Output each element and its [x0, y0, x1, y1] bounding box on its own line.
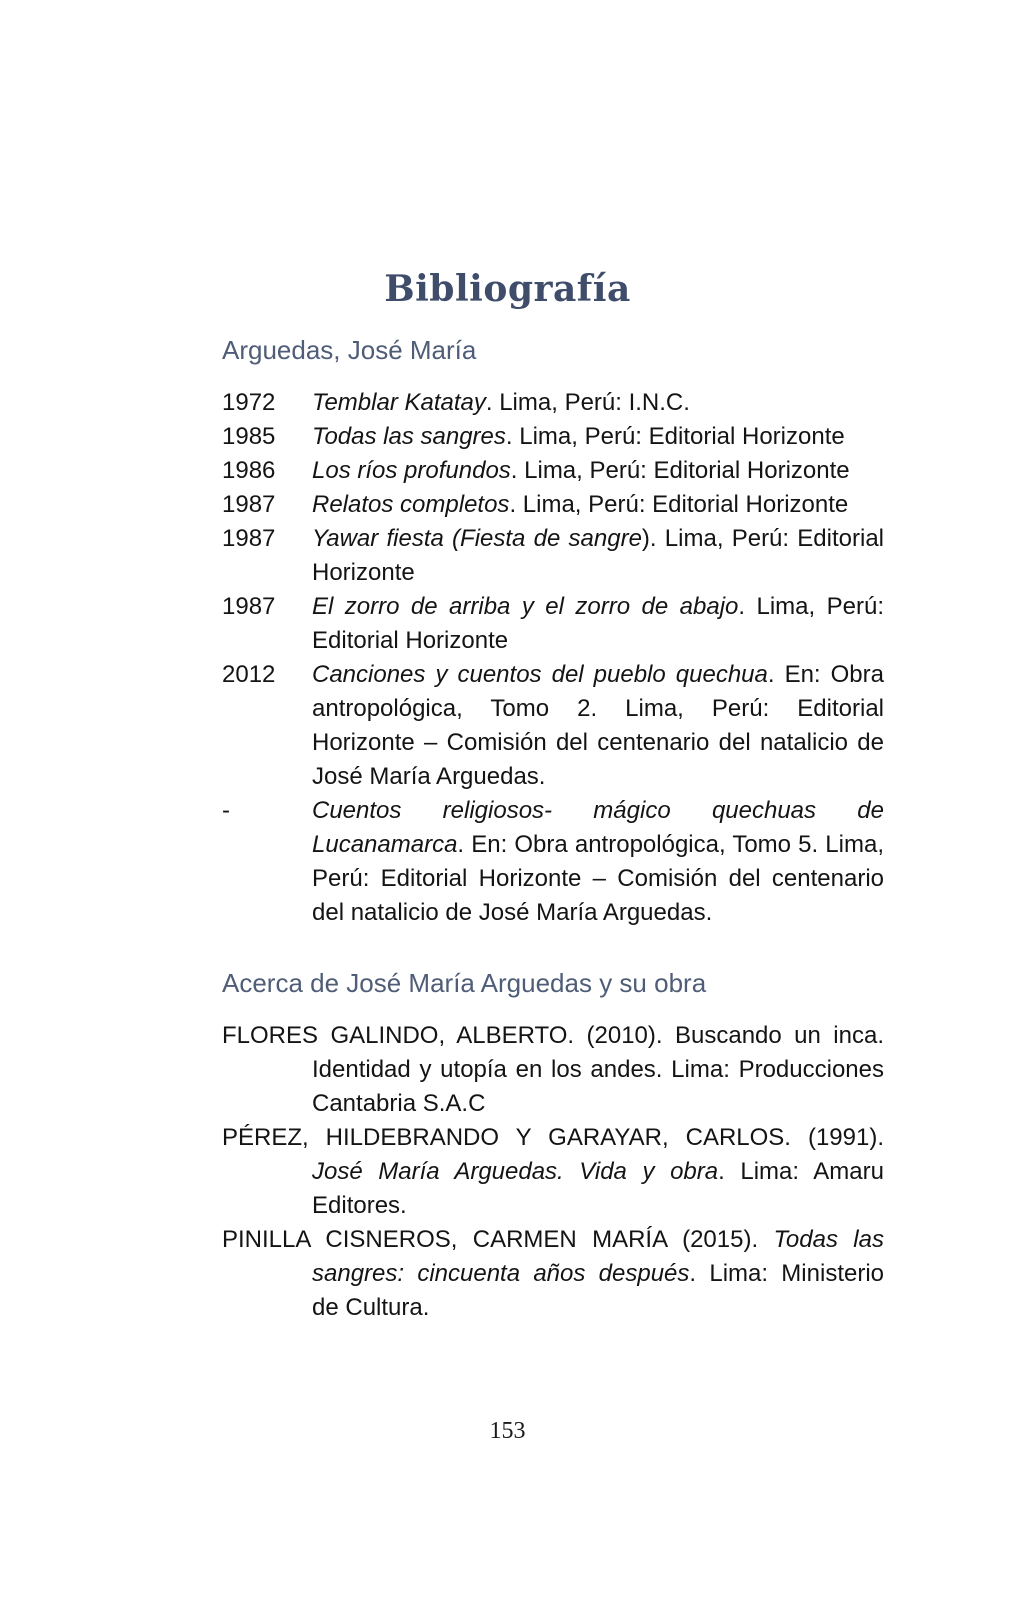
- entry-publication: . Lima, Perú: Editorial Horizonte: [312, 593, 884, 654]
- entry-year: 1987: [222, 525, 276, 552]
- entry-publication: . Lima, Perú: Editorial Horizonte: [505, 423, 845, 450]
- entry-text: [312, 488, 884, 522]
- page-number: 153: [489, 1418, 526, 1444]
- entry-publication: . En: Obra antropológica, Tomo 2. Lima, Perú: Editorial Horizonte – Comisión del centenario del natalicio de José María Arguedas.: [312, 661, 884, 790]
- bibliography-entry: [222, 794, 884, 930]
- bibliography-entry: [222, 658, 884, 794]
- entry-text: [312, 454, 884, 488]
- entry-title: Los ríos profundos: [312, 457, 511, 484]
- entry-text: [312, 590, 884, 658]
- entry-title: Yawar fiesta (Fiesta de sangre: [312, 525, 642, 552]
- entry-publication: . Lima, Perú: I.N.C.: [485, 389, 690, 416]
- bibliography-entry: [222, 590, 884, 658]
- entry-publication: . Lima, Perú: Editorial Horizonte: [510, 457, 850, 484]
- entry-text: [312, 386, 884, 420]
- entry-text: [312, 522, 884, 590]
- reference-author: PINILLA CISNEROS, CARMEN MARÍA (2015).: [222, 1226, 774, 1253]
- entry-year: -: [222, 797, 230, 824]
- secondary-bibliography-list: [222, 1019, 884, 1325]
- entry-publication: ). Lima, Perú: Editorial Horizonte: [312, 525, 884, 586]
- reference-entry: [222, 1121, 884, 1223]
- section-heading-about: Acerca de José María Arguedas y su obra: [222, 968, 707, 998]
- reference-entry: [222, 1223, 884, 1325]
- entry-title: Cuentos religiosos- mágico quechuas de Lucanamarca: [312, 797, 884, 858]
- bibliography-entry: [222, 386, 884, 420]
- bibliography-entry: [222, 454, 884, 488]
- entry-year: 1986: [222, 457, 276, 484]
- entry-year: 2012: [222, 661, 276, 688]
- entry-title: Relatos completos: [312, 491, 510, 518]
- entry-year: 1987: [222, 593, 276, 620]
- bibliography-entry: [222, 522, 884, 590]
- section-heading-arguedas: Arguedas, José María: [222, 335, 477, 365]
- entry-year: 1985: [222, 423, 276, 450]
- page-title: Bibliografía: [384, 268, 631, 310]
- bibliography-entry: [222, 420, 884, 454]
- entry-title: Canciones y cuentos del pueblo quechua: [312, 661, 768, 688]
- primary-bibliography-list: [222, 386, 884, 930]
- reference-publication: . Lima: Ministerio de Cultura.: [312, 1260, 885, 1321]
- entry-publication: . En: Obra antropológica, Tomo 5. Lima, Perú: Editorial Horizonte – Comisión del centenario del natalicio de José María Arguedas.: [312, 831, 884, 926]
- reference-entry: [222, 1019, 884, 1121]
- reference-title: José María Arguedas. Vida y obra: [312, 1158, 719, 1185]
- reference-publication: . Lima: Amaru Editores.: [312, 1158, 884, 1219]
- entry-title: Temblar Katatay: [312, 389, 486, 416]
- bibliography-entry: [222, 488, 884, 522]
- entry-text: [312, 794, 884, 930]
- entry-title: El zorro de arriba y el zorro de abajo: [312, 593, 739, 620]
- entry-year: 1987: [222, 491, 276, 518]
- entry-text: [312, 658, 884, 794]
- entry-publication: . Lima, Perú: Editorial Horizonte: [509, 491, 849, 518]
- reference-title: Todas las sangres: cincuenta años después: [312, 1226, 884, 1287]
- entry-year: 1972: [222, 389, 276, 416]
- entry-title: Todas las sangres: [312, 423, 506, 450]
- reference-author: PÉREZ, HILDEBRANDO Y GARAYAR, CARLOS. (1991).: [222, 1124, 884, 1151]
- entry-text: [312, 420, 884, 454]
- reference-author: FLORES GALINDO, ALBERTO. (2010). Buscando un inca. Identidad y utopía en los andes. Lima: Producciones Cantabria S.A.C: [222, 1022, 884, 1117]
